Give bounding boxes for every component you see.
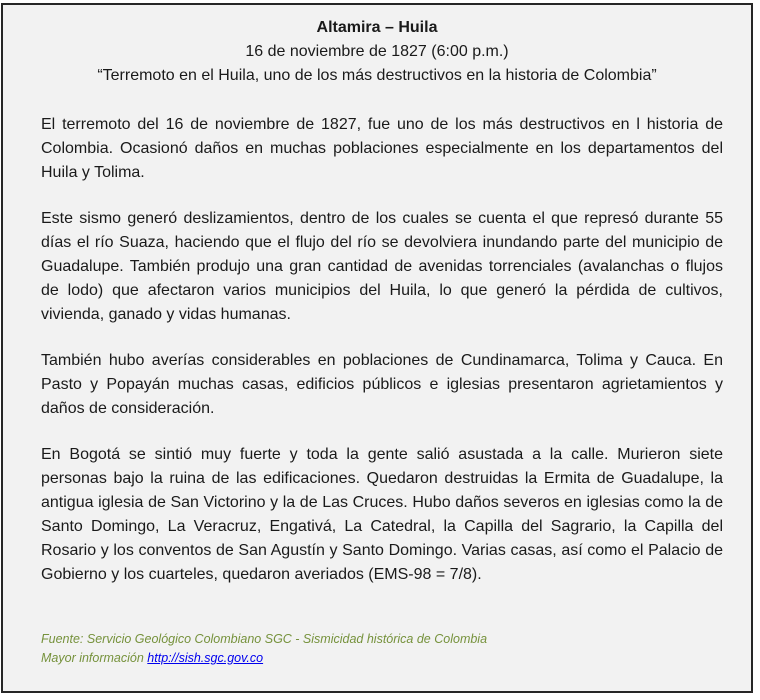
body-text (41, 113, 723, 609)
paragraph-2: Este sismo generó deslizamientos, dentro de los cuales se cuenta el que represó durante 55 días el río Suaza, haciendo que el flujo del río se devolviera inundando parte del municipio de Guadalupe. También produjo una gran cantidad de avenidas torrenciales (avalanchas o flujos de lodo) que afectaron varios municipios del Huila, lo que generó la pérdida de cultivos, vivienda, ganado y vidas humanas. (41, 210, 723, 323)
paragraph-3: También hubo averías considerables en poblaciones de Cundinamarca, Tolima y Cauca. En Pasto y Popayán muchas casas, edificios públicos e iglesias presentaron agrietamientos y daños de consideración. (41, 352, 723, 417)
more-info-label: Mayor información (41, 651, 148, 665)
info-box (1, 3, 753, 693)
more-info-link[interactable]: http://sish.sgc.gov.co (147, 651, 264, 665)
page-title: Altamira – Huila (316, 19, 438, 36)
subtitle-quote: “Terremoto en el Huila, uno de los más destructivos en la historia de Colombia” (97, 67, 657, 84)
footer (41, 630, 487, 668)
header (3, 5, 751, 88)
source-credit: Fuente: Servicio Geológico Colombiano SGC - Sismicidad histórica de Colombia (41, 632, 488, 646)
paragraph-1: El terremoto del 16 de noviembre de 1827, fue uno de los más destructivos en l historia de Colombia. Ocasionó daños en muchas poblaciones especialmente en los departamentos del Huila y Tolima. (41, 116, 723, 181)
event-date: 16 de noviembre de 1827 (6:00 p.m.) (245, 43, 509, 60)
more-info-line (41, 649, 487, 668)
paragraph-4: En Bogotá se sintió muy fuerte y toda la gente salió asustada a la calle. Murieron siete personas bajo la ruina de las edificaciones. Quedaron destruidas la Ermita de Guadalupe, la antigua iglesia de San Victorino y la de Las Cruces. Hubo daños severos en iglesias como la de Santo Domingo, La Veracruz, Engativá, La Catedral, la Capilla del Sagrario, la Capilla del Rosario y los conventos de San Agustín y Santo Domingo. Varias casas, así como el Palacio de Gobierno y los cuarteles, quedaron averiados (EMS-98 = 7/8). (41, 446, 723, 583)
